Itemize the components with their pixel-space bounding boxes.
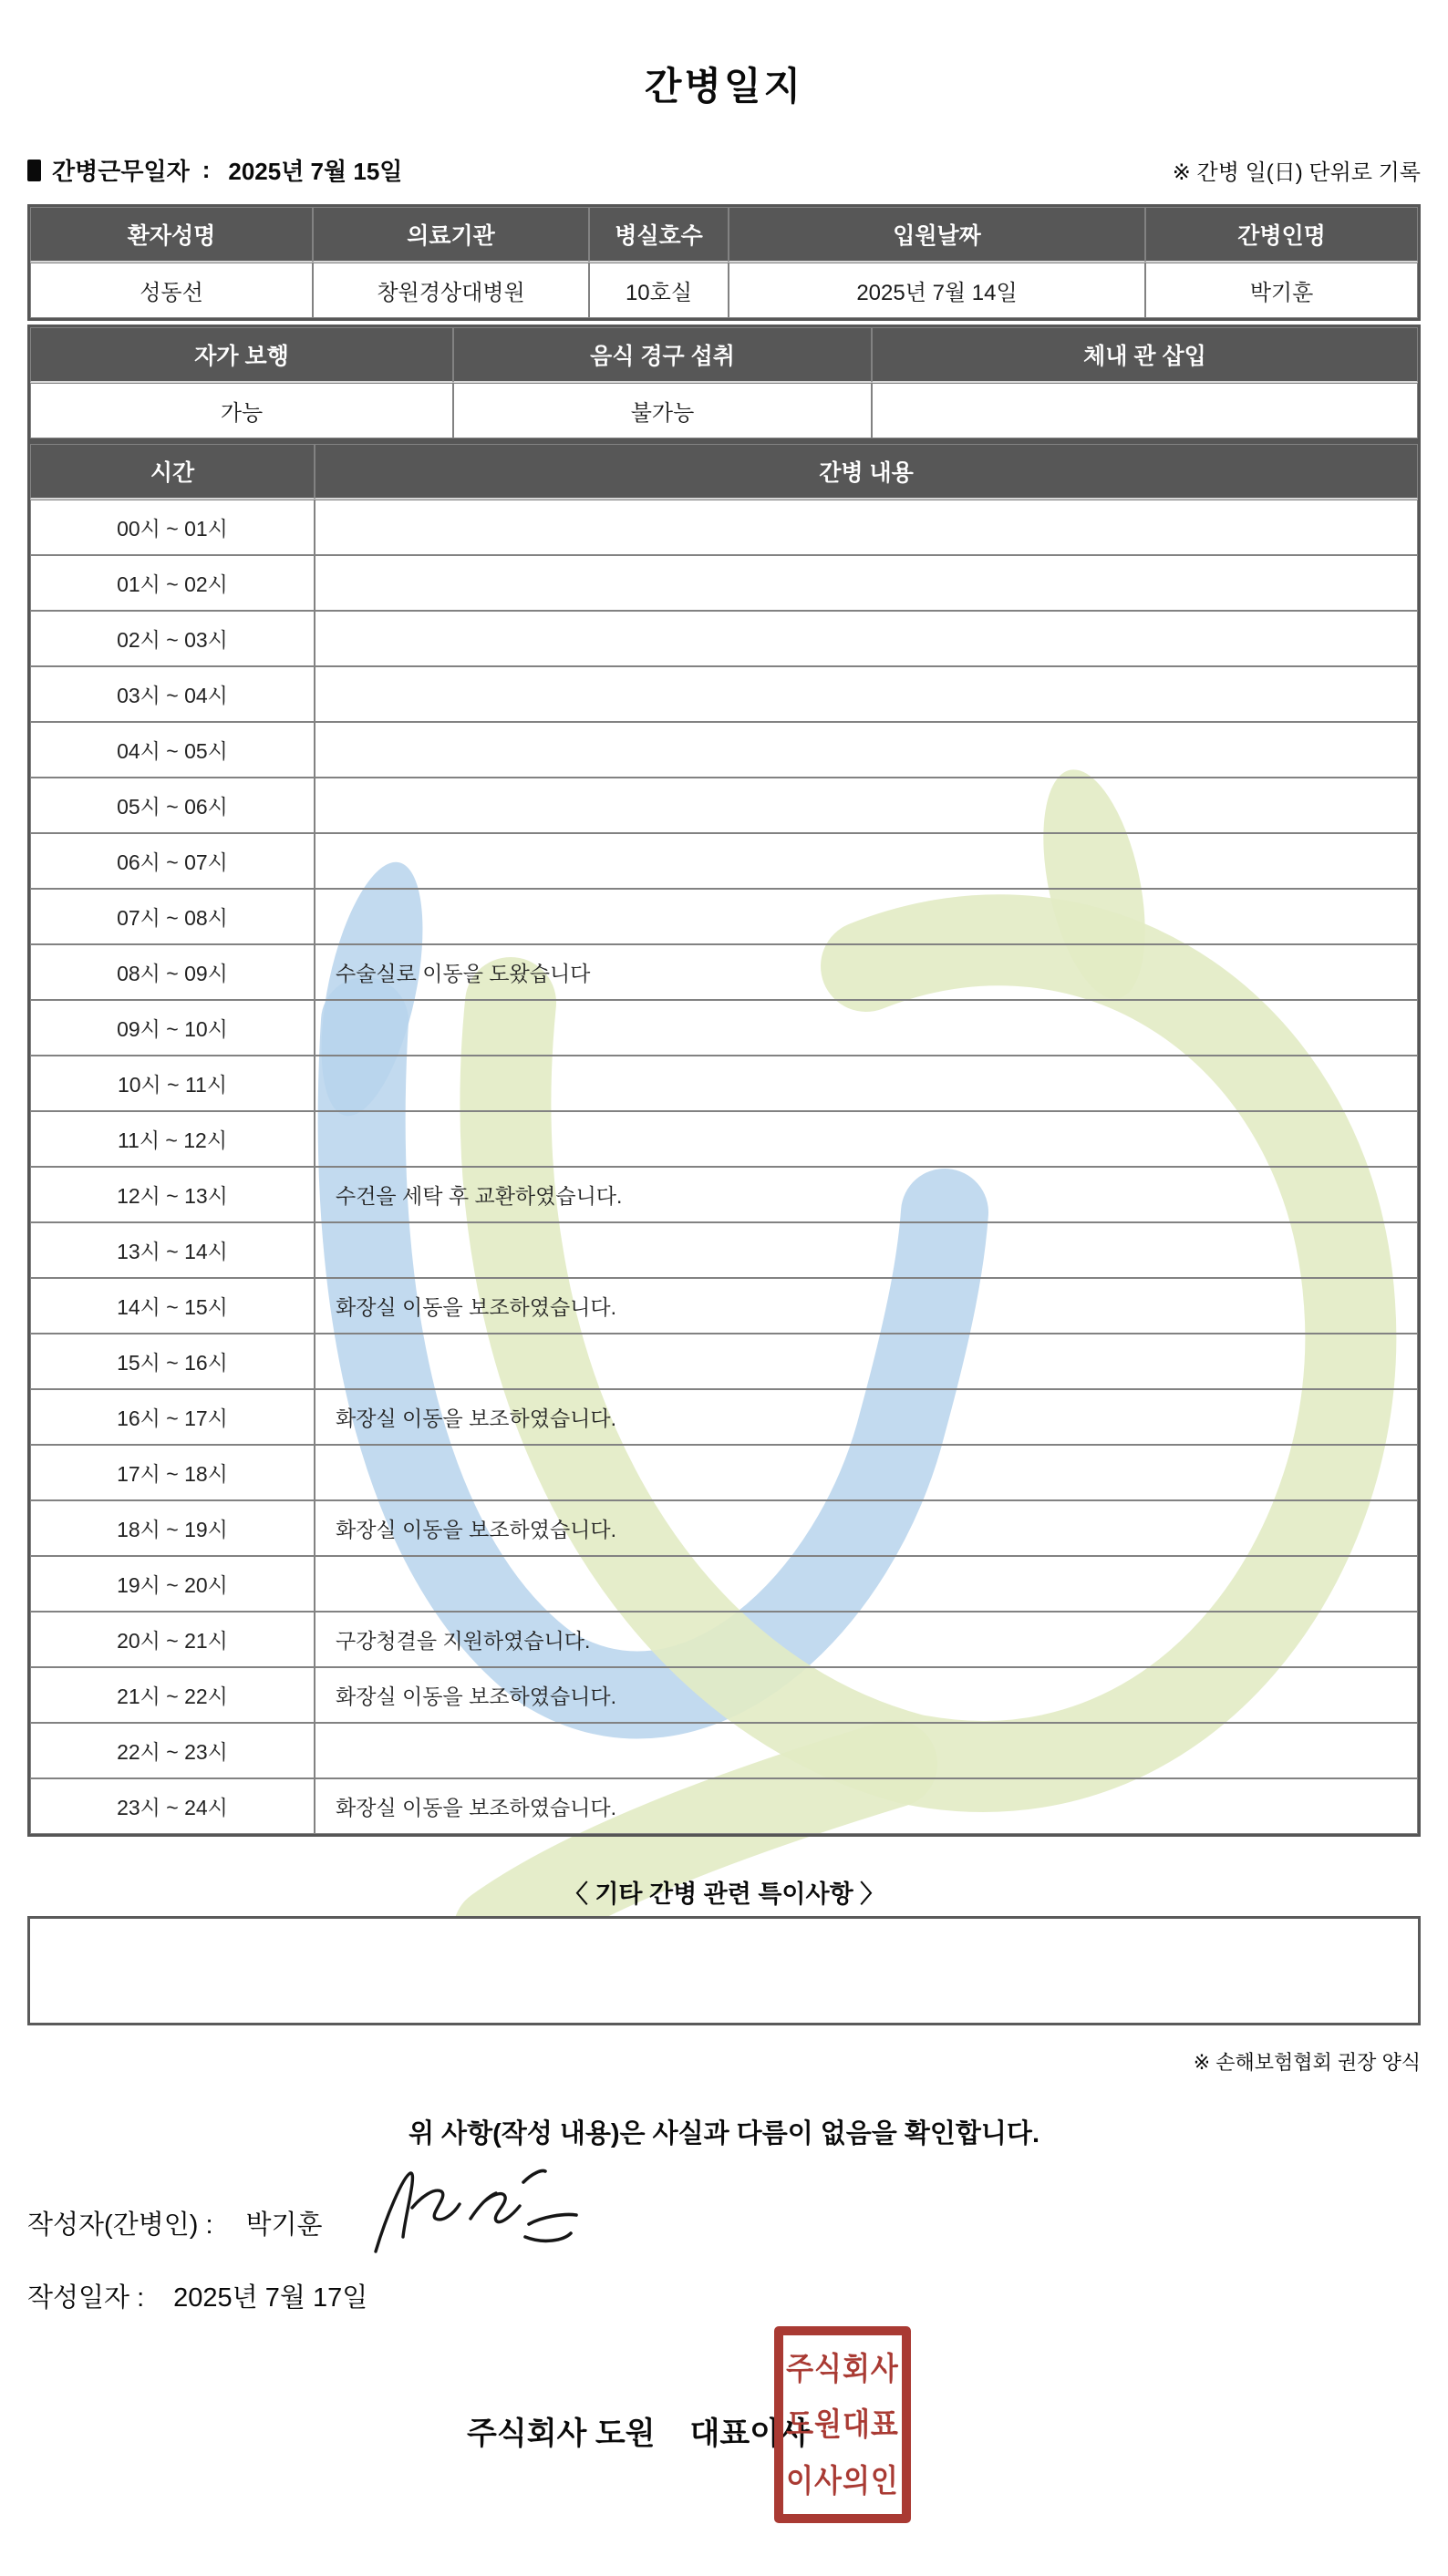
content-cell [315, 1445, 1418, 1500]
content-cell [315, 1334, 1418, 1389]
oral-intake-value: 불가능 [453, 383, 872, 438]
time-cell: 00시 ~ 01시 [30, 500, 315, 555]
written-date-value: 2025년 7월 17일 [173, 2283, 368, 2313]
work-date-line [27, 153, 402, 187]
room-value: 10호실 [589, 263, 729, 318]
writer-label: 작성자(간병인) : [27, 2210, 213, 2240]
content-column-header: 간병 내용 [315, 444, 1418, 500]
care-log-table [27, 441, 1421, 1837]
time-cell: 02시 ~ 03시 [30, 611, 315, 666]
company-name: 주식회사 도원 [467, 2416, 656, 2451]
confirmation-statement: 위 사항(작성 내용)은 사실과 다름이 없음을 확인합니다. [408, 2119, 1040, 2148]
bullet-square-icon [27, 160, 41, 181]
room-header: 병실호수 [589, 207, 729, 263]
time-cell: 10시 ~ 11시 [30, 1056, 315, 1111]
caregiver-name-header: 간병인명 [1145, 207, 1418, 263]
work-date-value: 2025년 7월 15일 [228, 158, 403, 185]
hospital-value: 창원경상대병원 [313, 263, 589, 318]
content-cell: 수술실로 이동을 도왔습니다 [315, 944, 1418, 1000]
patient-info-table [27, 204, 1421, 321]
time-cell: 12시 ~ 13시 [30, 1167, 315, 1222]
time-cell: 17시 ~ 18시 [30, 1445, 315, 1500]
ceo-title: 대표이사 [689, 2416, 810, 2451]
written-date-label: 작성일자 : [27, 2283, 145, 2313]
work-date-label: 간병근무일자 [52, 158, 190, 185]
content-cell: 수건을 세탁 후 교환하였습니다. [315, 1167, 1418, 1222]
time-cell: 07시 ~ 08시 [30, 889, 315, 944]
time-column-header: 시간 [30, 444, 315, 500]
unit-note: ※ 간병 일(日) 단위로 기록 [1172, 160, 1421, 185]
content-cell [315, 611, 1418, 666]
condition-table [27, 325, 1421, 441]
content-cell [315, 722, 1418, 778]
content-cell [315, 500, 1418, 555]
caregiver-name-value: 박기훈 [1145, 263, 1418, 318]
time-cell: 18시 ~ 19시 [30, 1500, 315, 1556]
time-cell: 16시 ~ 17시 [30, 1389, 315, 1445]
time-cell: 03시 ~ 04시 [30, 666, 315, 722]
time-cell: 23시 ~ 24시 [30, 1778, 315, 1834]
form-recommendation-note: ※ 손해보험협회 권장 양식 [1193, 2051, 1421, 2074]
time-cell: 22시 ~ 23시 [30, 1723, 315, 1778]
self-walking-header: 자가 보행 [30, 327, 453, 383]
internal-tube-header: 체내 관 삽입 [872, 327, 1418, 383]
meta-row [27, 153, 1421, 187]
special-notes-box [27, 1916, 1421, 2025]
writer-name: 박기훈 [245, 2210, 323, 2240]
time-cell: 08시 ~ 09시 [30, 944, 315, 1000]
content-cell: 화장실 이동을 보조하였습니다. [315, 1278, 1418, 1334]
admission-date-value: 2025년 7월 14일 [729, 263, 1145, 318]
internal-tube-value [872, 383, 1418, 438]
time-cell: 20시 ~ 21시 [30, 1612, 315, 1667]
admission-date-header: 입원날짜 [729, 207, 1145, 263]
content-cell [315, 1111, 1418, 1167]
patient-name-value: 성동선 [30, 263, 313, 318]
seal-text-row: 주식회사 [786, 2351, 899, 2387]
corporate-seal-stamp [774, 2326, 911, 2523]
time-cell: 05시 ~ 06시 [30, 778, 315, 833]
content-cell: 화장실 이동을 보조하였습니다. [315, 1500, 1418, 1556]
time-cell: 14시 ~ 15시 [30, 1278, 315, 1334]
content-cell: 구강청결을 지원하였습니다. [315, 1612, 1418, 1667]
time-cell: 11시 ~ 12시 [30, 1111, 315, 1167]
time-cell: 15시 ~ 16시 [30, 1334, 315, 1389]
content-cell [315, 666, 1418, 722]
handwritten-signature [363, 2160, 600, 2270]
content-cell [315, 889, 1418, 944]
patient-name-header: 환자성명 [30, 207, 313, 263]
oral-intake-header: 음식 경구 섭취 [453, 327, 872, 383]
content-cell [315, 778, 1418, 833]
hospital-header: 의료기관 [313, 207, 589, 263]
time-cell: 01시 ~ 02시 [30, 555, 315, 611]
content-cell [315, 1000, 1418, 1056]
time-cell: 19시 ~ 20시 [30, 1556, 315, 1612]
content-cell [315, 1222, 1418, 1278]
work-date-colon: : [202, 156, 211, 183]
writer-line [27, 2204, 323, 2241]
content-cell [315, 555, 1418, 611]
time-cell: 04시 ~ 05시 [30, 722, 315, 778]
content-cell: 화장실 이동을 보조하였습니다. [315, 1778, 1418, 1834]
seal-text-row: 도원대표 [786, 2406, 899, 2443]
seal-text-row: 이사의인 [786, 2462, 899, 2499]
page-title: 간병일지 [644, 65, 804, 108]
content-cell: 화장실 이동을 보조하였습니다. [315, 1667, 1418, 1723]
content-cell [315, 1056, 1418, 1111]
time-cell: 09시 ~ 10시 [30, 1000, 315, 1056]
company-line [467, 2408, 810, 2453]
self-walking-value: 가능 [30, 383, 453, 438]
content-cell: 화장실 이동을 보조하였습니다. [315, 1389, 1418, 1445]
written-date-line [27, 2277, 367, 2314]
content-cell [315, 1723, 1418, 1778]
special-notes-title: 〈 기타 간병 관련 특이사항 〉 [563, 1880, 885, 1908]
time-cell: 06시 ~ 07시 [30, 833, 315, 889]
content-cell [315, 833, 1418, 889]
content-cell [315, 1556, 1418, 1612]
time-cell: 13시 ~ 14시 [30, 1222, 315, 1278]
time-cell: 21시 ~ 22시 [30, 1667, 315, 1723]
